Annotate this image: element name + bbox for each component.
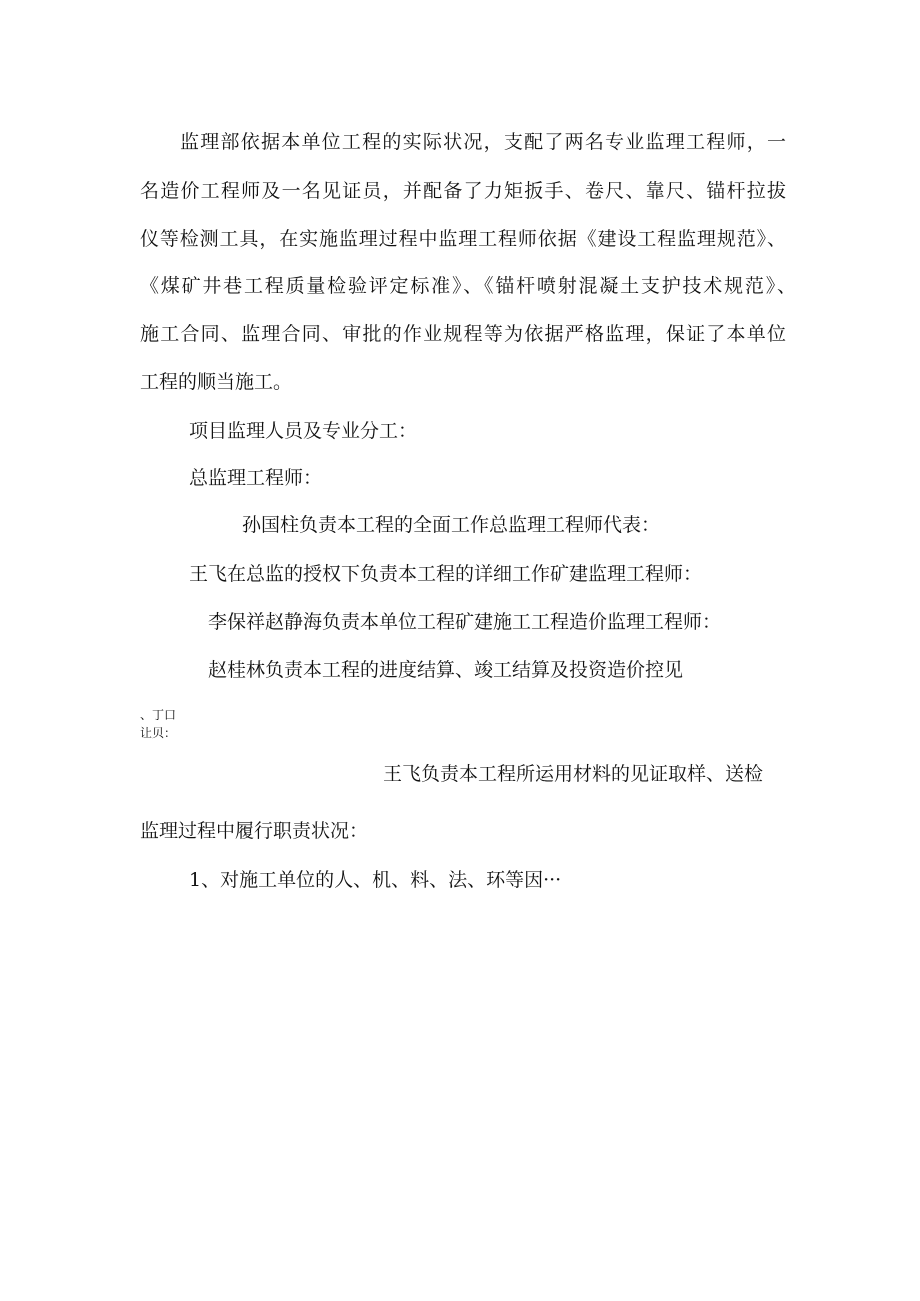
staff-line-1: 孙国柱负责本工程的全面工作总监理工程师代表： xyxy=(242,514,661,536)
paragraph1-line-5: 施工合同、监理合同、审批的作业规程等为依据严格监理，保证了本单位 xyxy=(140,323,786,345)
duties-heading: 监理过程中履行职责状况： xyxy=(140,820,369,842)
paragraph1-line-2: 名造价工程师及一名见证员，并配备了力矩扳手、卷尺、靠尺、锚杆拉拔 xyxy=(140,180,786,202)
paragraph1-line-3: 仪等检测工具，在实施监理过程中监理工程师依据《建设工程监理规范》、 xyxy=(140,228,786,250)
staff-line-3: 李保祥赵静海负责本单位工程矿建施工工程造价监理工程师： xyxy=(208,611,722,633)
paragraph1-line-6: 工程的顺当施工。 xyxy=(140,371,293,393)
staff-heading: 项目监理人员及专业分工： xyxy=(189,420,418,442)
staff-line-4: 赵桂林负责本工程的进度结算、竣工结算及投资造价控见 xyxy=(208,659,684,681)
chief-heading: 总监理工程师： xyxy=(189,467,323,489)
witness-line: 王飞负责本工程所运用材料的见证取样、送检 xyxy=(383,763,764,785)
small-fragment-2: 让贝： xyxy=(140,726,177,740)
small-fragment-1: 、丁口 xyxy=(140,708,177,722)
paragraph1-line-1: 监理部依据本单位工程的实际状况，支配了两名专业监理工程师，一 xyxy=(180,131,786,153)
paragraph1-line-4: 《煤矿井巷工程质量检验评定标准》、《锚杆喷射混凝土支护技术规范》、 xyxy=(140,275,796,297)
staff-line-2: 王飞在总监的授权下负责本工程的详细工作矿建监理工程师： xyxy=(189,563,703,585)
duty-item-1: 1、对施工单位的人、机、料、法、环等因··· xyxy=(189,869,562,891)
